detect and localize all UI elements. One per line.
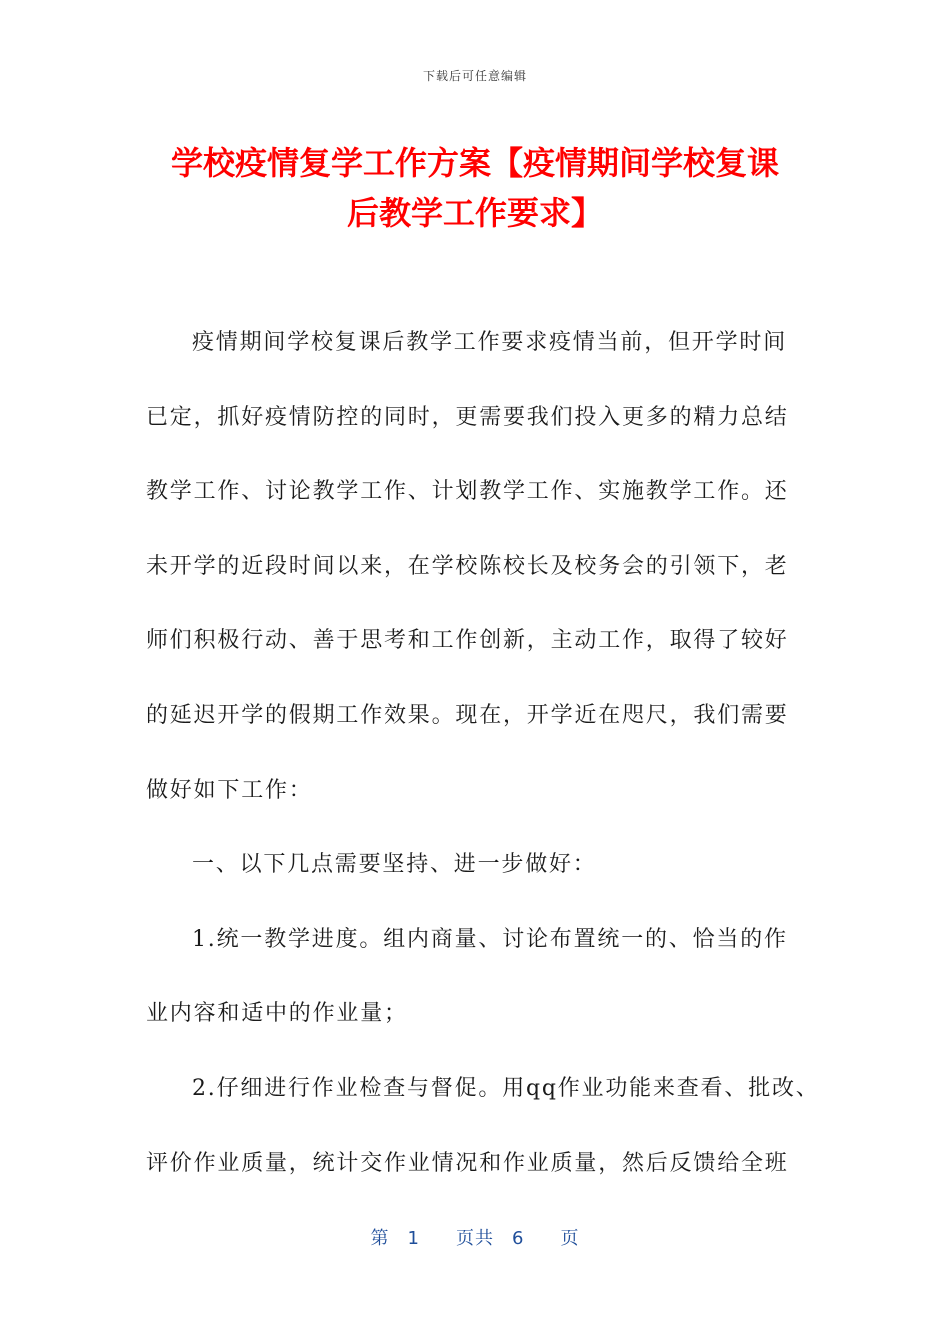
footer-suffix: 页 (560, 1228, 580, 1249)
body-line: 业内容和适中的作业量； (146, 1001, 408, 1027)
body-line: 教学工作、讨论教学工作、计划教学工作、实施教学工作。还 (146, 479, 789, 505)
section-heading: 一、以下几点需要坚持、进一步做好： (192, 852, 597, 878)
page-footer (0, 1224, 950, 1250)
body-line: 的延迟开学的假期工作效果。现在，开学近在咫尺，我们需要 (146, 702, 789, 728)
list-item: 1.统一教学进度。组内商量、讨论布置统一的、恰当的作 (192, 926, 788, 952)
body-line: 师们积极行动、善于思考和工作创新，主动工作，取得了较好 (146, 628, 789, 654)
body-line: 做好如下工作： (146, 777, 313, 803)
header-note: 下载后可任意编辑 (422, 69, 527, 83)
document-body (146, 323, 820, 1218)
footer-page-number: 1 (407, 1228, 420, 1249)
footer-total-pages: 6 (512, 1228, 525, 1249)
body-line: 评价作业质量，统计交作业情况和作业质量，然后反馈给全班 (146, 1150, 789, 1176)
title-line-1: 学校疫情复学工作方案【疫情期间学校复课 (170, 144, 779, 182)
list-item: 2.仔细进行作业检查与督促。用qq作业功能来查看、批改、 (192, 1075, 820, 1101)
document-title (140, 138, 810, 238)
body-line: 未开学的近段时间以来，在学校陈校长及校务会的引领下，老 (146, 553, 789, 579)
footer-prefix: 第 (370, 1228, 390, 1249)
body-line: 已定，抓好疫情防控的同时，更需要我们投入更多的精力总结 (146, 404, 789, 430)
title-line-2: 后教学工作要求】 (346, 194, 603, 232)
footer-middle: 页共 (456, 1228, 494, 1249)
body-line: 疫情期间学校复课后教学工作要求疫情当前，但开学时间 (192, 330, 788, 355)
